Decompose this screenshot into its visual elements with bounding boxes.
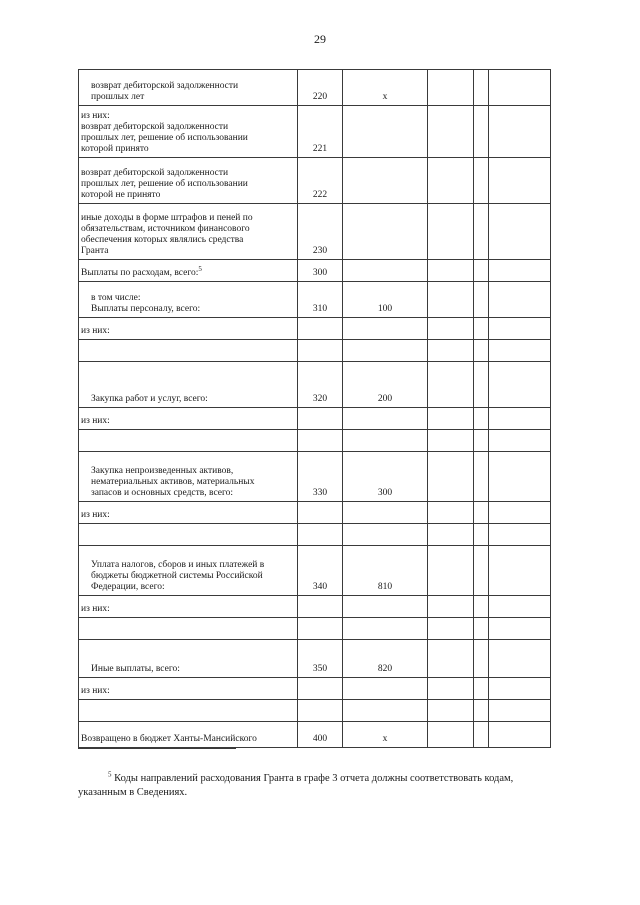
row-name-line: из них: (81, 510, 110, 520)
row-name-line: нематериальных активов, материальных (91, 477, 255, 487)
row-name-line: которой принято (81, 144, 149, 154)
footnote-reference: 5 (198, 264, 202, 273)
empty-value-cell (428, 678, 474, 700)
empty-value-cell (474, 430, 489, 452)
empty-value-cell (428, 524, 474, 546)
empty-value-cell (489, 678, 551, 700)
footnote-mark: 5 (108, 770, 112, 779)
empty-value-cell (428, 640, 474, 678)
empty-value-cell (428, 722, 474, 748)
empty-value-cell (489, 640, 551, 678)
row-name-cell (79, 618, 298, 640)
row-direction-cell (343, 106, 428, 158)
empty-value-cell (428, 596, 474, 618)
table-row (79, 678, 551, 700)
row-direction-cell (343, 618, 428, 640)
row-name-line: Закупка работ и услуг, всего: (91, 394, 208, 404)
empty-value-cell (428, 700, 474, 722)
empty-value-cell (428, 452, 474, 502)
row-direction-cell (343, 340, 428, 362)
empty-value-cell (489, 318, 551, 340)
row-name-line: запасов и основных средств, всего: (91, 488, 234, 498)
row-name-cell (79, 502, 298, 524)
empty-value-cell (474, 618, 489, 640)
empty-value-cell (474, 524, 489, 546)
table-row (79, 596, 551, 618)
footnote-separator (78, 748, 236, 749)
empty-value-cell (489, 524, 551, 546)
row-name-line: из них: (81, 686, 110, 696)
row-code-cell: 220 (298, 70, 343, 106)
row-name-cell (79, 204, 298, 260)
row-direction-cell (343, 204, 428, 260)
empty-value-cell (428, 158, 474, 204)
row-name-line: обязательствам, источником финансового (81, 224, 250, 234)
row-direction-cell: 200 (343, 362, 428, 408)
empty-value-cell (489, 70, 551, 106)
row-code-cell: 400 (298, 722, 343, 748)
row-name-line: которой не принято (81, 190, 161, 200)
page-number: 29 (314, 32, 326, 46)
empty-value-cell (489, 158, 551, 204)
table-row (79, 260, 551, 282)
row-code-cell: 221 (298, 106, 343, 158)
table-row (79, 640, 551, 678)
row-direction-cell (343, 524, 428, 546)
empty-value-cell (428, 106, 474, 158)
row-name-cell (79, 362, 298, 408)
row-name-cell (79, 640, 298, 678)
empty-value-cell (489, 502, 551, 524)
empty-value-cell (489, 260, 551, 282)
empty-value-cell (474, 596, 489, 618)
row-name-line: возврат дебиторской задолженности (91, 81, 239, 91)
table-row (79, 722, 551, 748)
empty-value-cell (474, 158, 489, 204)
empty-value-cell (428, 618, 474, 640)
empty-value-cell (489, 452, 551, 502)
empty-value-cell (474, 340, 489, 362)
table-row (79, 362, 551, 408)
row-code-cell (298, 596, 343, 618)
table-row (79, 452, 551, 502)
row-code-cell (298, 318, 343, 340)
footnote (78, 770, 558, 800)
row-code-cell (298, 524, 343, 546)
row-code-cell: 350 (298, 640, 343, 678)
row-name-line: прошлых лет, решение об использовании (81, 179, 248, 189)
row-name-line: из них: (81, 326, 110, 336)
row-name-cell (79, 678, 298, 700)
empty-value-cell (489, 430, 551, 452)
row-code-cell: 222 (298, 158, 343, 204)
row-name-line: в том числе: (91, 293, 141, 303)
empty-value-cell (474, 640, 489, 678)
row-name-line: прошлых лет, решение об использовании (81, 133, 248, 143)
table-row (79, 618, 551, 640)
row-code-cell (298, 502, 343, 524)
empty-value-cell (428, 282, 474, 318)
row-name-cell (79, 158, 298, 204)
row-name-line: возврат дебиторской задолженности (81, 122, 229, 132)
row-direction-cell (343, 502, 428, 524)
row-direction-cell (343, 318, 428, 340)
row-code-cell: 340 (298, 546, 343, 596)
empty-value-cell (489, 546, 551, 596)
row-name-line: Гранта (81, 246, 109, 256)
row-name-line: возврат дебиторской задолженности (81, 168, 229, 178)
empty-value-cell (489, 618, 551, 640)
row-code-cell (298, 700, 343, 722)
row-name-line: Иные выплаты, всего: (91, 664, 180, 674)
row-direction-cell (343, 678, 428, 700)
row-name-line: Выплаты персоналу, всего: (91, 304, 201, 314)
row-name-cell (79, 260, 298, 282)
row-name-line: из них: (81, 416, 110, 426)
row-name-line: из них: (81, 604, 110, 614)
row-name-cell (79, 408, 298, 430)
table-row (79, 106, 551, 158)
row-name-line: Уплата налогов, сборов и иных платежей в (91, 560, 265, 570)
row-name-cell (79, 282, 298, 318)
table-row (79, 204, 551, 260)
row-code-cell: 230 (298, 204, 343, 260)
row-name-cell (79, 596, 298, 618)
table-row (79, 502, 551, 524)
row-code-cell (298, 430, 343, 452)
empty-value-cell (428, 318, 474, 340)
table-row (79, 700, 551, 722)
empty-value-cell (474, 546, 489, 596)
row-name-cell (79, 700, 298, 722)
empty-value-cell (489, 204, 551, 260)
empty-value-cell (428, 430, 474, 452)
row-direction-cell: 810 (343, 546, 428, 596)
row-direction-cell (343, 596, 428, 618)
row-direction-cell: 300 (343, 452, 428, 502)
table-row (79, 408, 551, 430)
row-code-cell (298, 340, 343, 362)
empty-value-cell (489, 340, 551, 362)
empty-value-cell (474, 408, 489, 430)
row-direction-cell: 100 (343, 282, 428, 318)
empty-value-cell (474, 700, 489, 722)
row-name-line: прошлых лет (91, 92, 145, 102)
empty-value-cell (474, 722, 489, 748)
row-name-cell (79, 722, 298, 748)
empty-value-cell (474, 260, 489, 282)
empty-value-cell (428, 260, 474, 282)
table-row (79, 70, 551, 106)
row-name-cell (79, 340, 298, 362)
empty-value-cell (474, 318, 489, 340)
row-code-cell (298, 678, 343, 700)
row-name-cell (79, 524, 298, 546)
row-name-line: Закупка непроизведенных активов, (91, 466, 234, 476)
row-direction-cell (343, 430, 428, 452)
empty-value-cell (474, 204, 489, 260)
row-name-text: Выплаты по расходам, всего: (81, 268, 199, 278)
empty-value-cell (428, 340, 474, 362)
empty-value-cell (474, 452, 489, 502)
table-row (79, 282, 551, 318)
row-code-cell: 330 (298, 452, 343, 502)
empty-value-cell (428, 546, 474, 596)
row-name-cell (79, 106, 298, 158)
row-name-cell (79, 546, 298, 596)
row-name-line: обеспечения которых являлись средства (81, 235, 244, 245)
table-row (79, 430, 551, 452)
row-direction-cell: 820 (343, 640, 428, 678)
empty-value-cell (489, 106, 551, 158)
row-code-cell: 320 (298, 362, 343, 408)
empty-value-cell (489, 362, 551, 408)
empty-value-cell (474, 106, 489, 158)
row-name-cell (79, 318, 298, 340)
table-row (79, 546, 551, 596)
empty-value-cell (474, 362, 489, 408)
empty-value-cell (428, 204, 474, 260)
empty-value-cell (489, 596, 551, 618)
row-direction-cell: х (343, 722, 428, 748)
table-row (79, 340, 551, 362)
empty-value-cell (489, 408, 551, 430)
row-name-line: из них: (81, 111, 110, 121)
footnote-text-first: Коды направлений расходования Гранта в графе 3 отчета должны соответствовать кодам, (114, 773, 514, 784)
empty-value-cell (489, 282, 551, 318)
empty-value-cell (428, 502, 474, 524)
report-table (78, 69, 551, 748)
row-code-cell (298, 408, 343, 430)
row-name-line: иные доходы в форме штрафов и пеней по (81, 213, 253, 223)
row-name-cell (79, 70, 298, 106)
empty-value-cell (428, 70, 474, 106)
empty-value-cell (474, 502, 489, 524)
row-direction-cell (343, 700, 428, 722)
row-code-cell: 310 (298, 282, 343, 318)
footnote-text-second: указанным в Сведениях. (78, 787, 188, 798)
empty-value-cell (489, 722, 551, 748)
empty-value-cell (428, 362, 474, 408)
row-name-cell (79, 430, 298, 452)
row-name-line: бюджеты бюджетной системы Российской (91, 571, 263, 581)
row-name-cell (79, 452, 298, 502)
row-direction-cell (343, 408, 428, 430)
empty-value-cell (474, 70, 489, 106)
table-row (79, 318, 551, 340)
row-direction-cell: х (343, 70, 428, 106)
table-row (79, 524, 551, 546)
row-name-line: Возвращено в бюджет Ханты-Мансийского (81, 734, 257, 744)
row-direction-cell (343, 158, 428, 204)
row-code-cell (298, 618, 343, 640)
empty-value-cell (489, 700, 551, 722)
row-name-line: Федерации, всего: (91, 582, 165, 592)
empty-value-cell (474, 678, 489, 700)
row-code-cell: 300 (298, 260, 343, 282)
row-direction-cell (343, 260, 428, 282)
empty-value-cell (474, 282, 489, 318)
empty-value-cell (428, 408, 474, 430)
table-row (79, 158, 551, 204)
row-name-line (81, 264, 295, 279)
